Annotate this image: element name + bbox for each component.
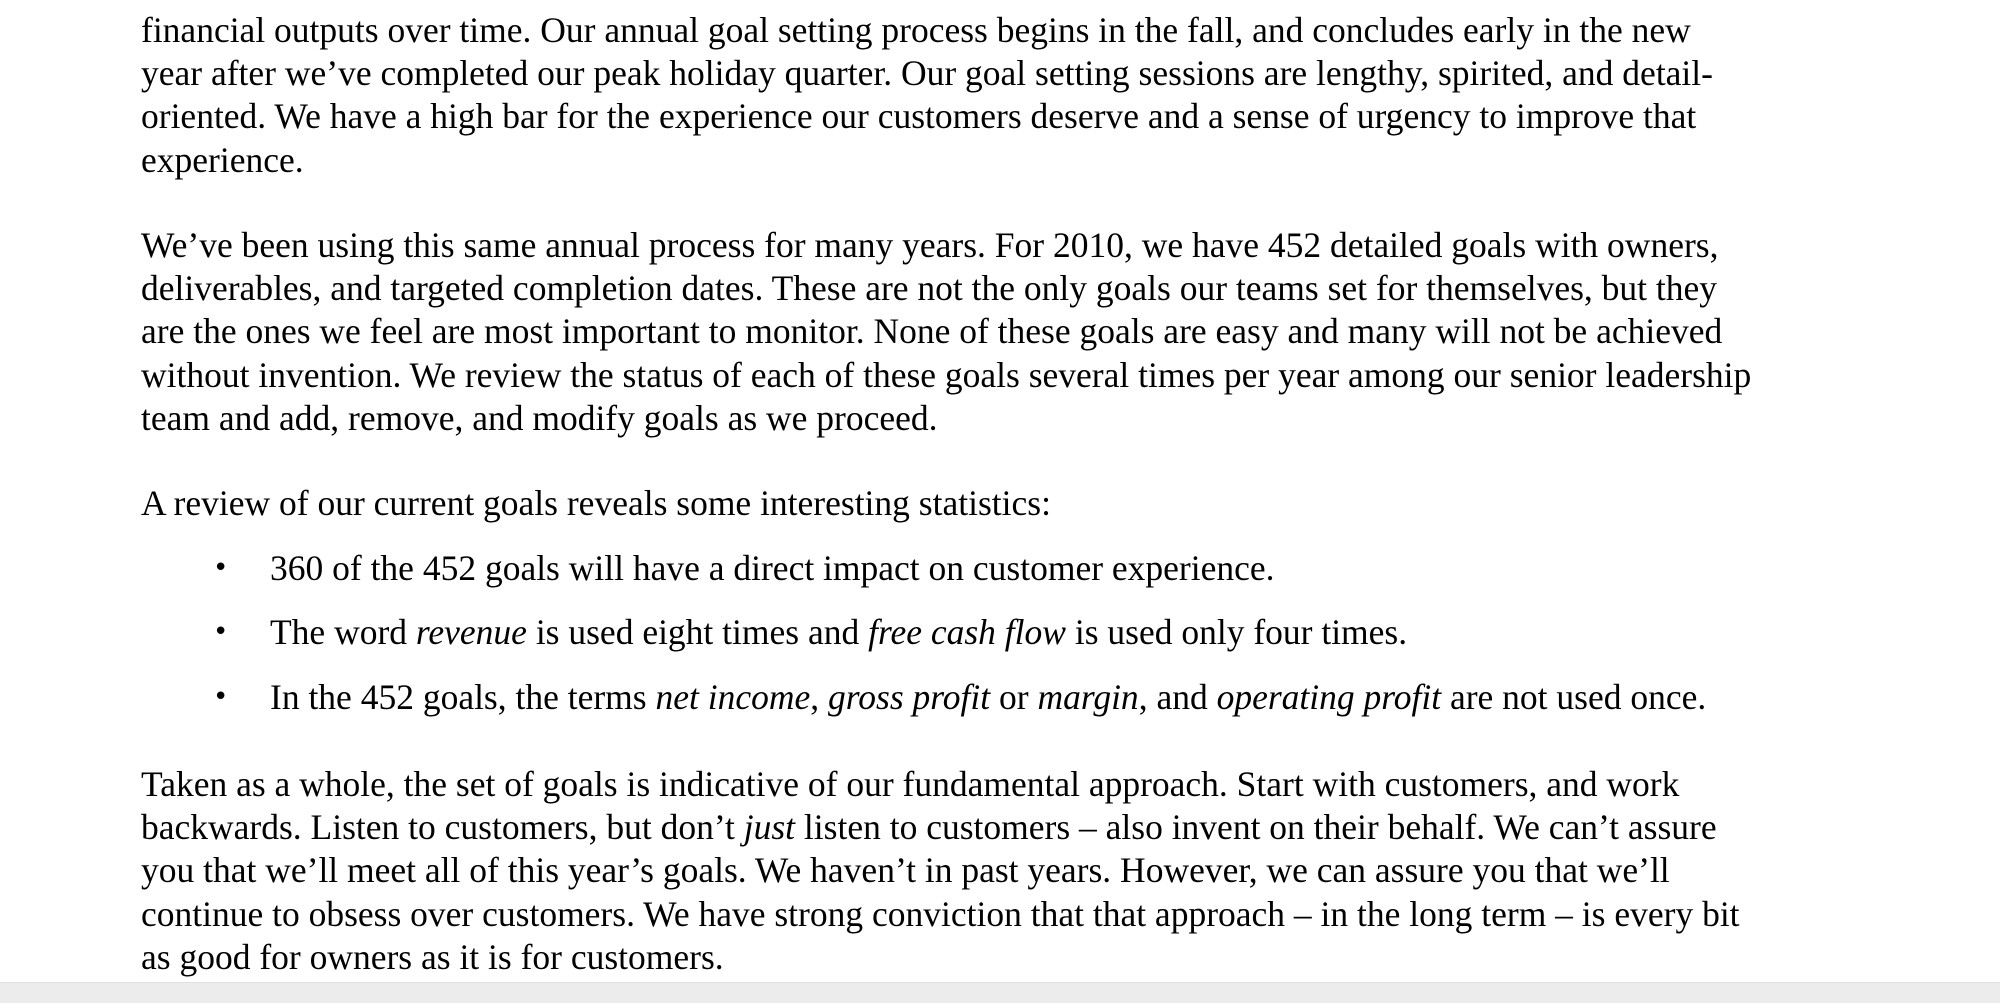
text-run: are not used once.	[1441, 677, 1707, 717]
text-line: without invention. We review the status of each of these goals several times per year among our senior leadership	[141, 354, 1752, 395]
text-line	[141, 806, 1921, 849]
text-run: or	[990, 677, 1038, 717]
text-line: oriented. We have a high bar for the experience our customers deserve and a sense of urgency to improve that	[141, 96, 1697, 137]
list-item-text	[270, 547, 1275, 590]
emphasis-term: operating profit	[1216, 677, 1442, 717]
text-line: deliverables, and targeted completion dates. These are not the only goals our teams set for themselves, but they	[141, 268, 1718, 309]
text-line: year after we’ve completed our peak holiday quarter. Our goal setting sessions are lengthy, spirited, and detail-	[141, 53, 1713, 94]
paragraph-goal-setting-process	[141, 9, 1921, 182]
bullet-icon: •	[213, 553, 229, 583]
emphasis-term: net income	[655, 677, 811, 717]
text-line: A review of our current goals reveals some interesting statistics:	[141, 483, 1051, 523]
text-line: financial outputs over time. Our annual goal setting process begins in the fall, and concludes early in the new	[141, 10, 1691, 50]
text-line: experience.	[141, 139, 304, 180]
text-run: is used eight times and	[526, 612, 869, 652]
text-line: as good for owners as it is for customers.	[141, 936, 724, 977]
emphasis-term: just	[743, 807, 796, 848]
viewer-bottom-bar	[0, 982, 2000, 1003]
emphasis-term: free cash flow	[868, 612, 1066, 652]
text-line: continue to obsess over customers. We have strong conviction that that approach – in the long term – is every bit	[141, 893, 1740, 934]
text-run: ,	[810, 677, 829, 717]
list-item-text	[270, 676, 1706, 719]
paragraph-review-intro	[141, 482, 1921, 525]
text-run: is used only four times.	[1065, 612, 1408, 652]
text-line: you that we’ll meet all of this year’s goals. We haven’t in past years. However, we can assure you that we’ll	[141, 850, 1670, 891]
text-line: We’ve been using this same annual process for many years. For 2010, we have 452 detailed goals with owners,	[141, 225, 1719, 265]
emphasis-term: gross profit	[828, 677, 991, 717]
text-line: are the ones we feel are most important to monitor. None of these goals are easy and many will not be achieved	[141, 311, 1723, 352]
text-line: team and add, remove, and modify goals as we proceed.	[141, 397, 938, 438]
bullet-icon: •	[213, 617, 229, 647]
paragraph-conclusion	[141, 763, 1921, 979]
list-item-text	[270, 611, 1407, 654]
emphasis-term: revenue	[415, 612, 527, 652]
text-run: In the 452 goals, the terms	[270, 677, 656, 717]
emphasis-term: margin	[1037, 677, 1139, 717]
paragraph-annual-process	[141, 224, 1921, 440]
bullet-icon: •	[213, 682, 229, 712]
text-run: 360 of the 452 goals will have a direct impact on customer experience.	[270, 548, 1275, 588]
text-run: , and	[1138, 677, 1217, 717]
text-run: backwards. Listen to customers, but don’t	[141, 807, 744, 848]
text-line: Taken as a whole, the set of goals is indicative of our fundamental approach. Start with customers, and work	[141, 764, 1680, 804]
text-run: The word	[270, 612, 416, 652]
text-run: listen to customers – also invent on their behalf. We can’t assure	[795, 807, 1717, 848]
